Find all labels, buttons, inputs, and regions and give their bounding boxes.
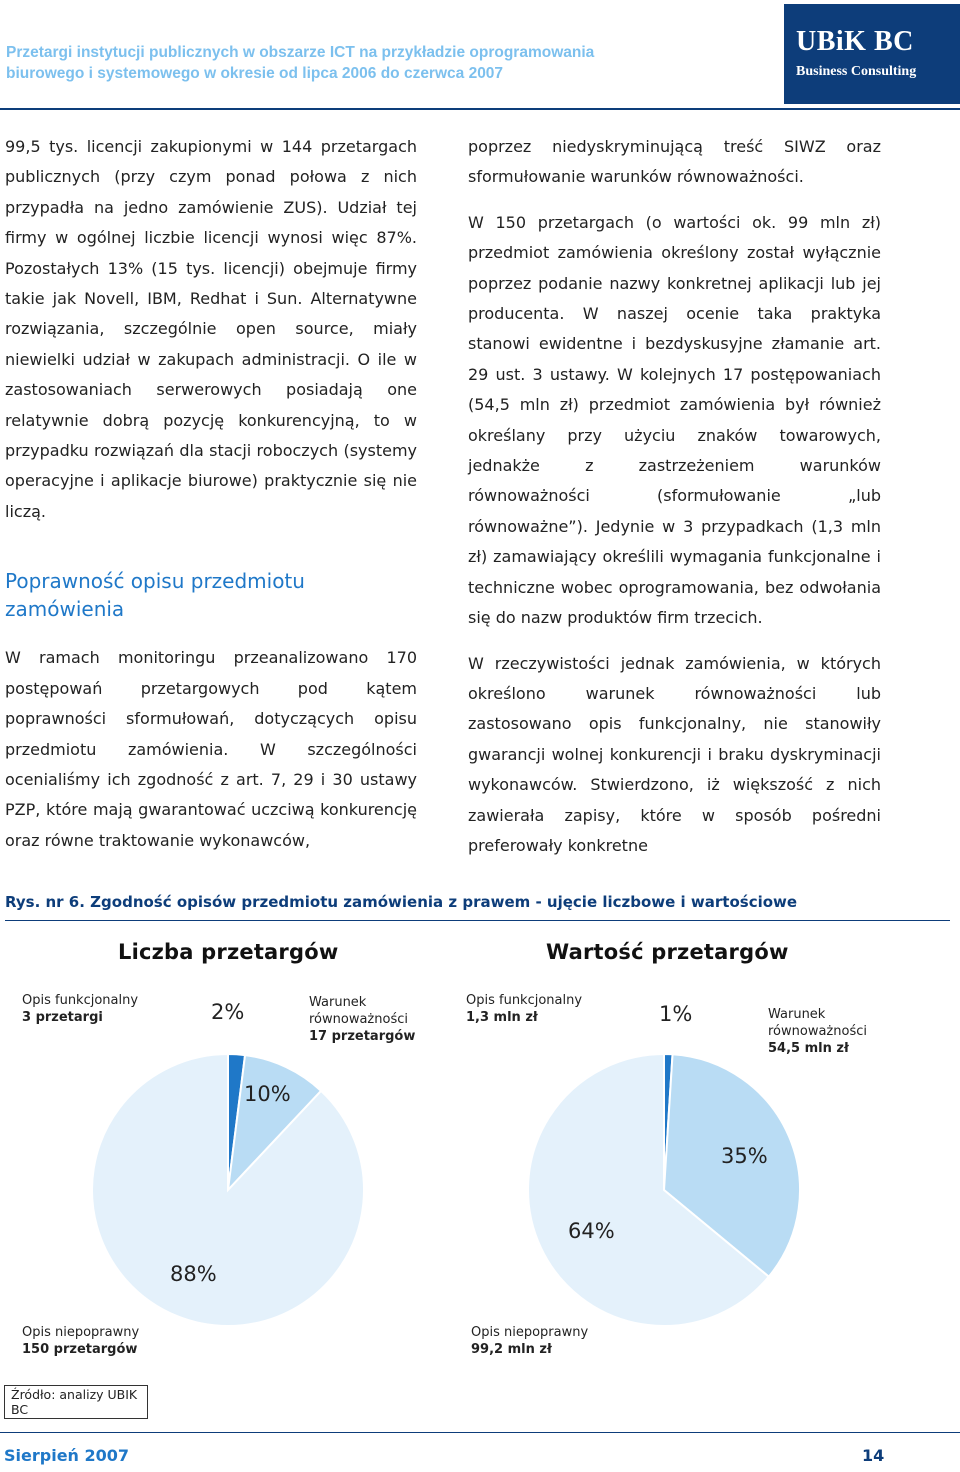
chart1-title: Liczba przetargów	[118, 940, 339, 964]
logo-main-text: UBiK BC	[796, 26, 914, 57]
paragraph-monitoring: W ramach monitoringu przeanalizowano 170 postępowań przetargowych pod kątem poprawności sformułowań, dotyczących opisu przedmiotu zamówienia. W szczególności ocenialiśmy ich zgodność z art. 7, 29 i 30 ustawy PZP, które mają gwarantować uczciwą konkurencję oraz równe traktowanie wykonawców,	[5, 648, 417, 850]
chart2-label-equivalence	[768, 1006, 878, 1057]
chart1-pct-functional: 2%	[211, 1000, 245, 1024]
chart2-pct-functional: 1%	[659, 1002, 693, 1026]
chart2-label-equivalence-detail: 54,5 mln zł	[768, 1041, 849, 1056]
chart1-label-incorrect-detail: 150 przetargów	[22, 1342, 138, 1357]
chart2-label-functional-detail: 1,3 mln zł	[466, 1010, 538, 1025]
chart2-label-functional-name: Opis funkcjonalny	[466, 993, 583, 1008]
chart1-label-functional-detail: 3 przetargi	[22, 1010, 103, 1025]
paragraph-licenses: 99,5 tys. licencji zakupionymi w 144 przetargach publicznych (przy czym ponad połowa z nich przypadła na jedno zamówienie ZUS). Udział tej firmy w ogólnej liczbie licencji wynosi więc 87%. Pozostałych 13% (15 tys. licencji) obejmuje firmy takie jak Novell, IBM, Redhat i Sun. Alternatywne rozwiązania, szczególnie open source, miały niewielki udział w zakupach administracji. O ile w zastosowaniach serwerowych posiadają one relatywnie dobrą pozycję konkurencyjną, to w przypadku rozwiązań dla stacji roboczych (systemy operacyjne i aplikacje biurowe) praktycznie się nie liczą.	[5, 137, 417, 521]
chart1-label-incorrect-name: Opis niepoprawny	[22, 1325, 140, 1340]
footer-divider	[0, 1432, 960, 1433]
chart2-label-incorrect	[471, 1324, 588, 1358]
paragraph-reality: W rzeczywistości jednak zamówienia, w których określono warunek równoważności lub zastosowano opis funkcjonalny, nie stanowiły gwarancji wolnej konkurencji i braku dyskryminacji wykonawców. Stwierdzono, iż większość z nich zawierała zapisy, które w sposób pośredni preferowały konkretne	[468, 653, 881, 855]
chart2-label-equivalence-name: Warunek równoważności	[768, 1007, 867, 1039]
chart2-label-incorrect-name: Opis niepoprawny	[471, 1325, 589, 1340]
chart2-pct-equivalence: 35%	[721, 1144, 768, 1168]
chart1-pct-incorrect: 88%	[170, 1262, 217, 1286]
header-title-line2: biurowego i systemowego w okresie od lipca 2006 do czerwca 2007	[6, 65, 504, 82]
footer-date: Sierpień 2007	[4, 1446, 130, 1465]
chart1-label-equivalence-detail: 17 przetargów	[309, 1029, 416, 1044]
footer-page-number: 14	[862, 1446, 885, 1465]
paragraph-siwz: poprzez niedyskryminującą treść SIWZ oraz sformułowanie warunków równoważności.	[468, 137, 881, 187]
chart2-label-functional	[466, 992, 582, 1026]
chart2-title: Wartość przetargów	[546, 940, 789, 964]
section-heading: Poprawność opisu przedmiotu zamówienia	[5, 569, 305, 622]
header-title-line1: Przetargi instytucji publicznych w obszarze ICT na przykładzie oprogramowania	[6, 44, 595, 61]
paragraph-150-tenders: W 150 przetargach (o wartości ok. 99 mln zł) przedmiot zamówienia określony został wyłącznie poprzez podanie nazwy konkretnej aplikacji lub jej producenta. W naszej ocenie taka praktyka stanowi ewidentne i bezdyskusyjne złamanie art. 29 ust. 3 ustawy. W kolejnych 17 postępowaniach (54,5 mln zł) przedmiot zamówienia był również określany przy użyciu znaków towarowych, jednakże z zastrzeżeniem warunków równoważności (sformułowanie „lub równoważne”). Jedynie w 3 przypadkach (1,3 mln zł) zamawiający określili wymagania funkcjonalne i techniczne wobec oprogramowania, bez odwołania się do nazw produktów firm trzecich.	[468, 212, 881, 628]
chart2-label-incorrect-detail: 99,2 mln zł	[471, 1342, 552, 1357]
figure-source: Źródło: analizy UBIK BC	[4, 1385, 148, 1419]
chart1-label-equivalence-name: Warunek równoważności	[309, 995, 408, 1027]
chart2-pct-incorrect: 64%	[568, 1219, 615, 1243]
logo-sub-text: Business Consulting	[796, 64, 917, 79]
figure-caption: Rys. nr 6. Zgodność opisów przedmiotu zamówienia z prawem - ujęcie liczbowe i wartościowe	[5, 893, 798, 911]
chart1-label-functional-name: Opis funkcjonalny	[22, 993, 139, 1008]
chart1-pct-equivalence: 10%	[244, 1082, 291, 1106]
